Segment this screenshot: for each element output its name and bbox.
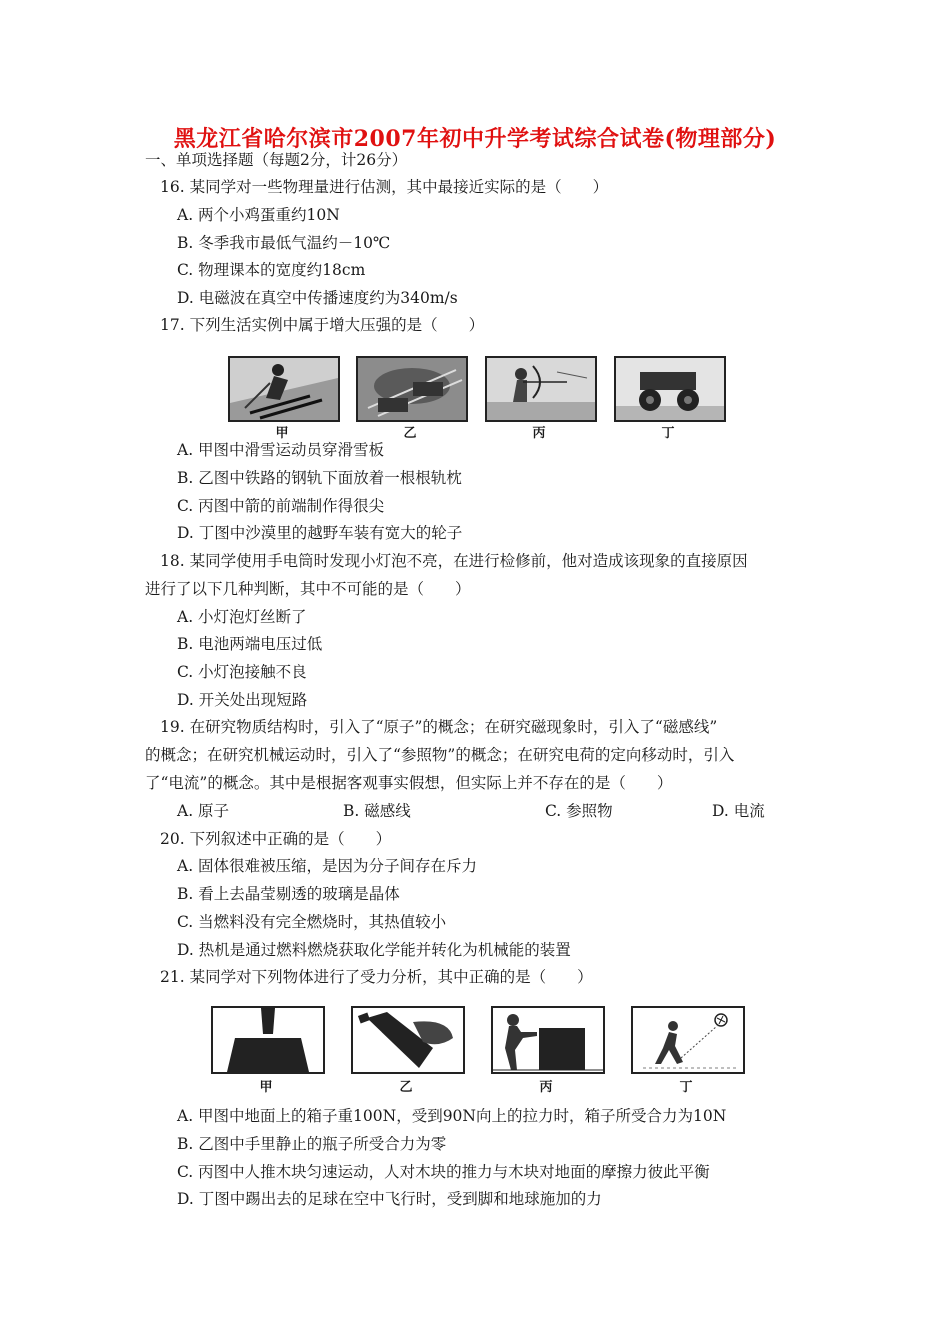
page-title: 黑龙江省哈尔滨市2007年初中升学考试综合试卷(物理部分) <box>173 126 777 152</box>
question-16-option-a: A. 两个小鸡蛋重约10N <box>177 206 340 224</box>
archer-image <box>485 356 597 422</box>
figure-21-caption-ding: 丁 <box>679 1080 693 1095</box>
question-16-option-c: C. 物理课本的宽度约18cm <box>177 261 366 279</box>
box-pulled-image <box>211 1006 325 1074</box>
figure-17-caption-ding: 丁 <box>661 426 675 441</box>
question-17-stem: 17. 下列生活实例中属于增大压强的是（ ） <box>160 316 485 334</box>
offroad-vehicle-image <box>614 356 726 422</box>
section-heading: 一、单项选择题（每题2分，计26分） <box>145 151 408 169</box>
skier-image <box>228 356 340 422</box>
figure-17-caption-yi: 乙 <box>403 426 417 441</box>
question-16-option-b: B. 冬季我市最低气温约－10℃ <box>177 234 391 252</box>
question-19-option-b: B. 磁感线 <box>343 802 411 820</box>
question-17-option-b: B. 乙图中铁路的钢轨下面放着一根根轨枕 <box>177 469 462 487</box>
question-19-option-c: C. 参照物 <box>545 802 613 820</box>
question-17-option-d: D. 丁图中沙漠里的越野车装有宽大的轮子 <box>177 524 463 542</box>
question-18-option-c: C. 小灯泡接触不良 <box>177 663 307 681</box>
figure-17-caption-bing: 丙 <box>532 426 546 441</box>
bottle-in-hand-image <box>351 1006 465 1074</box>
question-19-option-a: A. 原子 <box>177 802 230 820</box>
question-19-stem-line1: 19. 在研究物质结构时，引入了“原子”的概念；在研究磁现象时，引入了“磁感线” <box>160 718 718 736</box>
question-16-stem: 16. 某同学对一些物理量进行估测，其中最接近实际的是（ ） <box>160 178 609 196</box>
question-20-option-c: C. 当燃料没有完全燃烧时，其热值较小 <box>177 913 447 931</box>
figure-21-caption-bing: 丙 <box>539 1080 553 1095</box>
question-17-option-c: C. 丙图中箭的前端制作得很尖 <box>177 497 385 515</box>
question-18-option-b: B. 电池两端电压过低 <box>177 635 323 653</box>
question-21-option-c: C. 丙图中人推木块匀速运动，人对木块的推力与木块对地面的摩擦力彼此平衡 <box>177 1163 710 1181</box>
question-16-option-d: D. 电磁波在真空中传播速度约为340m/s <box>177 289 458 307</box>
question-18-option-a: A. 小灯泡灯丝断了 <box>177 608 307 626</box>
question-20-option-b: B. 看上去晶莹剔透的玻璃是晶体 <box>177 885 400 903</box>
kicked-ball-image <box>631 1006 745 1074</box>
question-20-option-a: A. 固体很难被压缩，是因为分子间存在斥力 <box>177 857 478 875</box>
figure-21-caption-yi: 乙 <box>399 1080 413 1095</box>
question-18-stem-line1: 18. 某同学使用手电筒时发现小灯泡不亮，在进行检修前，他对造成该现象的直接原因 <box>160 552 748 570</box>
question-21-stem: 21. 某同学对下列物体进行了受力分析，其中正确的是（ ） <box>160 968 593 986</box>
question-19-stem-line2: 的概念；在研究机械运动时，引入了“参照物”的概念；在研究电荷的定向移动时，引入 <box>145 746 735 764</box>
figure-17-caption-jia: 甲 <box>275 426 289 441</box>
question-18-stem-line2: 进行了以下几种判断，其中不可能的是（ ） <box>145 580 471 598</box>
figure-21-caption-jia: 甲 <box>259 1080 273 1095</box>
question-20-option-d: D. 热机是通过燃料燃烧获取化学能并转化为机械能的装置 <box>177 941 571 959</box>
question-21-option-d: D. 丁图中踢出去的足球在空中飞行时，受到脚和地球施加的力 <box>177 1190 602 1208</box>
question-19-stem-line3: 了“电流”的概念。其中是根据客观事实假想，但实际上并不存在的是（ ） <box>145 774 673 792</box>
pushing-block-image <box>491 1006 605 1074</box>
question-19-option-d: D. 电流 <box>712 802 765 820</box>
question-18-option-d: D. 开关处出现短路 <box>177 691 308 709</box>
question-21-option-b: B. 乙图中手里静止的瓶子所受合力为零 <box>177 1135 447 1153</box>
railway-image <box>356 356 468 422</box>
question-21-option-a: A. 甲图中地面上的箱子重100N，受到90N向上的拉力时，箱子所受合力为10N <box>177 1107 727 1125</box>
question-20-stem: 20. 下列叙述中正确的是（ ） <box>160 830 392 848</box>
question-17-option-a: A. 甲图中滑雪运动员穿滑雪板 <box>177 441 385 459</box>
